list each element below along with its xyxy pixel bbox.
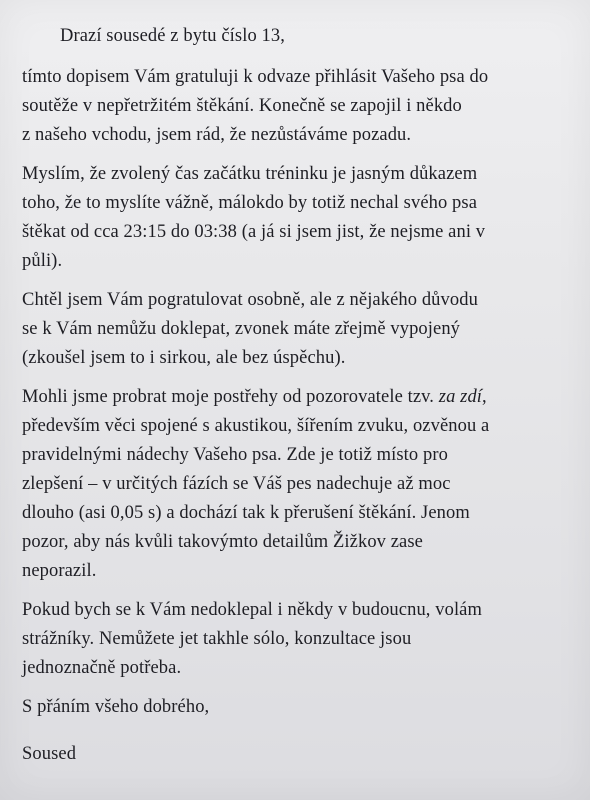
paragraph-line: toho, že to myslíte vážně, málokdo by totiž nechal svého psa [22,193,478,213]
paragraph-line: jednoznačně potřeba. [22,658,182,678]
paragraph-3 [22,286,570,373]
paragraph-line: (zkoušel jsem to i sirkou, ale bez úspěchu). [22,348,346,368]
paragraph-line: soutěže v nepřetržitém štěkání. Konečně se zapojil i někdo [22,96,462,116]
paragraph-5 [22,596,570,683]
letter-greeting: Drazí sousedé z bytu číslo 13, [60,26,285,46]
paragraph-line: neporazil. [22,561,97,581]
paragraph-line: Chtěl jsem Vám pogratulovat osobně, ale z nějakého důvodu [22,290,478,310]
letter-body [22,22,570,769]
line-punctuation: , [482,387,487,407]
paragraph-2 [22,160,570,276]
paragraph-line [22,383,570,412]
paragraph-line: zlepšení – v určitých fázích se Váš pes nadechuje až moc [22,474,451,494]
paragraph-1 [22,63,570,150]
letter-signature: Soused [22,744,77,764]
italic-phrase: za zdí [438,387,483,407]
paragraph-line: z našeho vchodu, jsem rád, že nezůstáváme pozadu. [22,125,412,145]
paragraph-4 [22,383,570,586]
line-text: Mohli jsme probrat moje postřehy od pozorovatele tzv. [22,387,439,407]
paragraph-line: se k Vám nemůžu doklepat, zvonek máte zřejmě vypojený [22,319,461,339]
paragraph-line: půli). [22,251,63,271]
paragraph-line: dlouho (asi 0,05 s) a dochází tak k přerušení štěkání. Jenom [22,503,470,523]
paragraph-line: Pokud bych se k Vám nedoklepal i někdy v budoucnu, volám [22,600,482,620]
paragraph-line: štěkat od cca 23:15 do 03:38 (a já si jsem jist, že nejsme ani v [22,222,486,242]
paragraph-line: pozor, aby nás kvůli takovýmto detailům Žižkov zase [22,532,423,552]
letter-closing: S přáním všeho dobrého, [22,697,210,717]
paragraph-line: především věci spojené s akustikou, šířením zvuku, ozvěnou a [22,416,490,436]
paragraph-line: tímto dopisem Vám gratuluji k odvaze přihlásit Vašeho psa do [22,67,489,87]
paragraph-line: pravidelnými nádechy Vašeho psa. Zde je totiž místo pro [22,445,448,465]
paragraph-line: Myslím, že zvolený čas začátku tréninku je jasným důkazem [22,164,478,184]
paragraph-line: strážníky. Nemůžete jet takhle sólo, konzultace jsou [22,629,412,649]
